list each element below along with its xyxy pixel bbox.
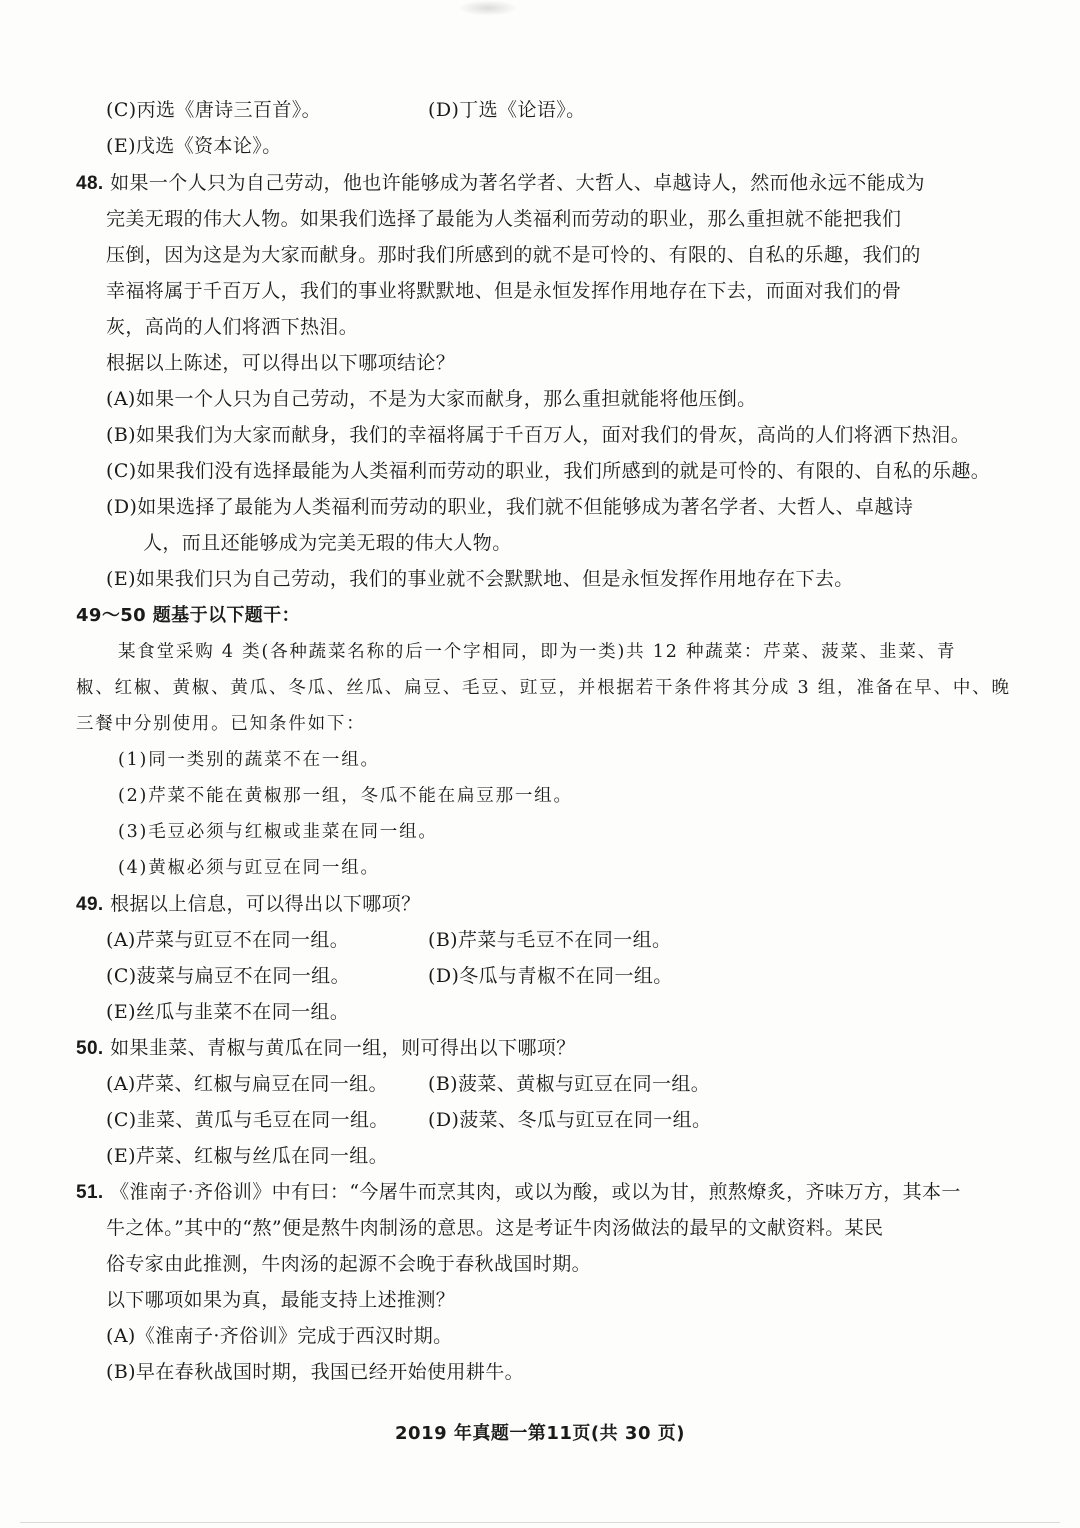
q48-question: 根据以上陈述，可以得出以下哪项结论？ xyxy=(106,352,456,374)
shared-stem-line-1: 某食堂采购 4 类(各种蔬菜名称的后一个字相同，即为一类)共 12 种蔬菜：芹菜、菠菜、韭菜、青 xyxy=(118,642,957,662)
q51-stem-line-3: 俗专家由此推测，牛肉汤的起源不会晚于春秋战国时期。 xyxy=(106,1253,592,1275)
q48-option-d-line-1: (D)如果选择了最能为人类福利而劳动的职业，我们就不但能够成为著名学者、大哲人、卓越诗 xyxy=(106,496,914,518)
q48-block xyxy=(76,170,925,197)
q50-stem: 如果韭菜、青椒与黄瓜在同一组，则可得出以下哪项？ xyxy=(110,1037,576,1059)
q48-stem-line-5: 灰，高尚的人们将洒下热泪。 xyxy=(106,316,359,338)
q50-option-c: (C)韭菜、黄瓜与毛豆在同一组。 xyxy=(106,1109,389,1131)
q49-option-c: (C)菠菜与扁豆不在同一组。 xyxy=(106,965,350,987)
shared-stem-line-2: 椒、红椒、黄椒、黄瓜、冬瓜、丝瓜、扁豆、毛豆、豇豆，并根据若干条件将其分成 3 组，准备在早、中、晚 xyxy=(76,678,1011,698)
q49-option-b: (B)芹菜与毛豆不在同一组。 xyxy=(428,929,672,951)
q51-stem-line-1: 《淮南子·齐俗训》中有曰：“今屠牛而烹其肉，或以为酸，或以为甘，煎熬燎炙，齐味万方，其本一 xyxy=(110,1181,961,1203)
q49-number: 49. xyxy=(76,894,104,915)
q48-option-b: (B)如果我们为大家而献身，我们的幸福将属于千百万人，面对我们的骨灰，高尚的人们将洒下热泪。 xyxy=(106,424,971,446)
q47-option-d: (D)丁选《论语》。 xyxy=(428,99,586,121)
shared-stem-line-3: 三餐中分别使用。已知条件如下： xyxy=(76,714,366,734)
q51-option-b: (B)早在春秋战国时期，我国已经开始使用耕牛。 xyxy=(106,1361,524,1383)
q49-block xyxy=(76,891,420,918)
q48-option-d-line-2: 人，而且还能够成为完美无瑕的伟大人物。 xyxy=(143,532,512,554)
q50-option-d: (D)菠菜、冬瓜与豇豆在同一组。 xyxy=(428,1109,712,1131)
q50-block xyxy=(76,1035,576,1062)
q48-stem-line-1: 如果一个人只为自己劳动，他也许能够成为著名学者、大哲人、卓越诗人，然而他永远不能成为 xyxy=(110,172,925,194)
scan-smudge xyxy=(458,0,518,16)
q48-stem-line-2: 完美无瑕的伟大人物。如果我们选择了最能为人类福利而劳动的职业，那么重担就不能把我们 xyxy=(106,208,902,230)
q49-stem: 根据以上信息，可以得出以下哪项？ xyxy=(110,893,421,915)
condition-2: (2)芹菜不能在黄椒那一组，冬瓜不能在扁豆那一组。 xyxy=(118,786,573,806)
q47-option-e: (E)戊选《资本论》。 xyxy=(106,135,282,157)
q50-number: 50. xyxy=(76,1038,104,1059)
q48-option-e: (E)如果我们只为自己劳动，我们的事业就不会默默地、但是永恒发挥作用地存在下去。 xyxy=(106,568,854,590)
q49-option-d: (D)冬瓜与青椒不在同一组。 xyxy=(428,965,673,987)
q51-question: 以下哪项如果为真，最能支持上述推测？ xyxy=(106,1289,456,1311)
q48-stem-line-4: 幸福将属于千百万人，我们的事业将默默地、但是永恒发挥作用地存在下去，而面对我们的骨 xyxy=(106,280,902,302)
q50-option-e: (E)芹菜、红椒与丝瓜在同一组。 xyxy=(106,1145,389,1167)
q48-stem-line-3: 压倒，因为这是为大家而献身。那时我们所感到的就不是可怜的、有限的、自私的乐趣，我们的 xyxy=(106,244,921,266)
q48-option-c: (C)如果我们没有选择最能为人类福利而劳动的职业，我们所感到的就是可怜的、有限的、自私的乐趣。 xyxy=(106,460,991,482)
q50-option-b: (B)菠菜、黄椒与豇豆在同一组。 xyxy=(428,1073,711,1095)
q51-number: 51. xyxy=(76,1182,104,1203)
condition-1: (1)同一类别的蔬菜不在一组。 xyxy=(118,750,380,770)
condition-3: (3)毛豆必须与红椒或韭菜在同一组。 xyxy=(118,822,438,842)
q49-option-a: (A)芹菜与豇豆不在同一组。 xyxy=(106,929,350,951)
q49-option-e: (E)丝瓜与韭菜不在同一组。 xyxy=(106,1001,350,1023)
page-footer: 2019 年真题一第11页(共 30 页) xyxy=(395,1423,685,1444)
bottom-edge-line xyxy=(20,1522,1060,1523)
q48-option-a: (A)如果一个人只为自己劳动，不是为大家而献身，那么重担就能将他压倒。 xyxy=(106,388,757,410)
q48-number: 48. xyxy=(76,173,104,194)
q47-option-c: (C)丙选《唐诗三百首》。 xyxy=(106,99,322,121)
group-header: 49～50 题基于以下题干： xyxy=(76,605,300,626)
q50-option-a: (A)芹菜、红椒与扁豆在同一组。 xyxy=(106,1073,388,1095)
condition-4: (4)黄椒必须与豇豆在同一组。 xyxy=(118,858,380,878)
q51-stem-line-2: 牛之体。”其中的“熬”便是熬牛肉制汤的意思。这是考证牛肉汤做法的最早的文献资料。某民 xyxy=(106,1217,884,1239)
q51-option-a: (A)《淮南子·齐俗训》完成于西汉时期。 xyxy=(106,1325,453,1347)
q51-block xyxy=(76,1179,961,1206)
